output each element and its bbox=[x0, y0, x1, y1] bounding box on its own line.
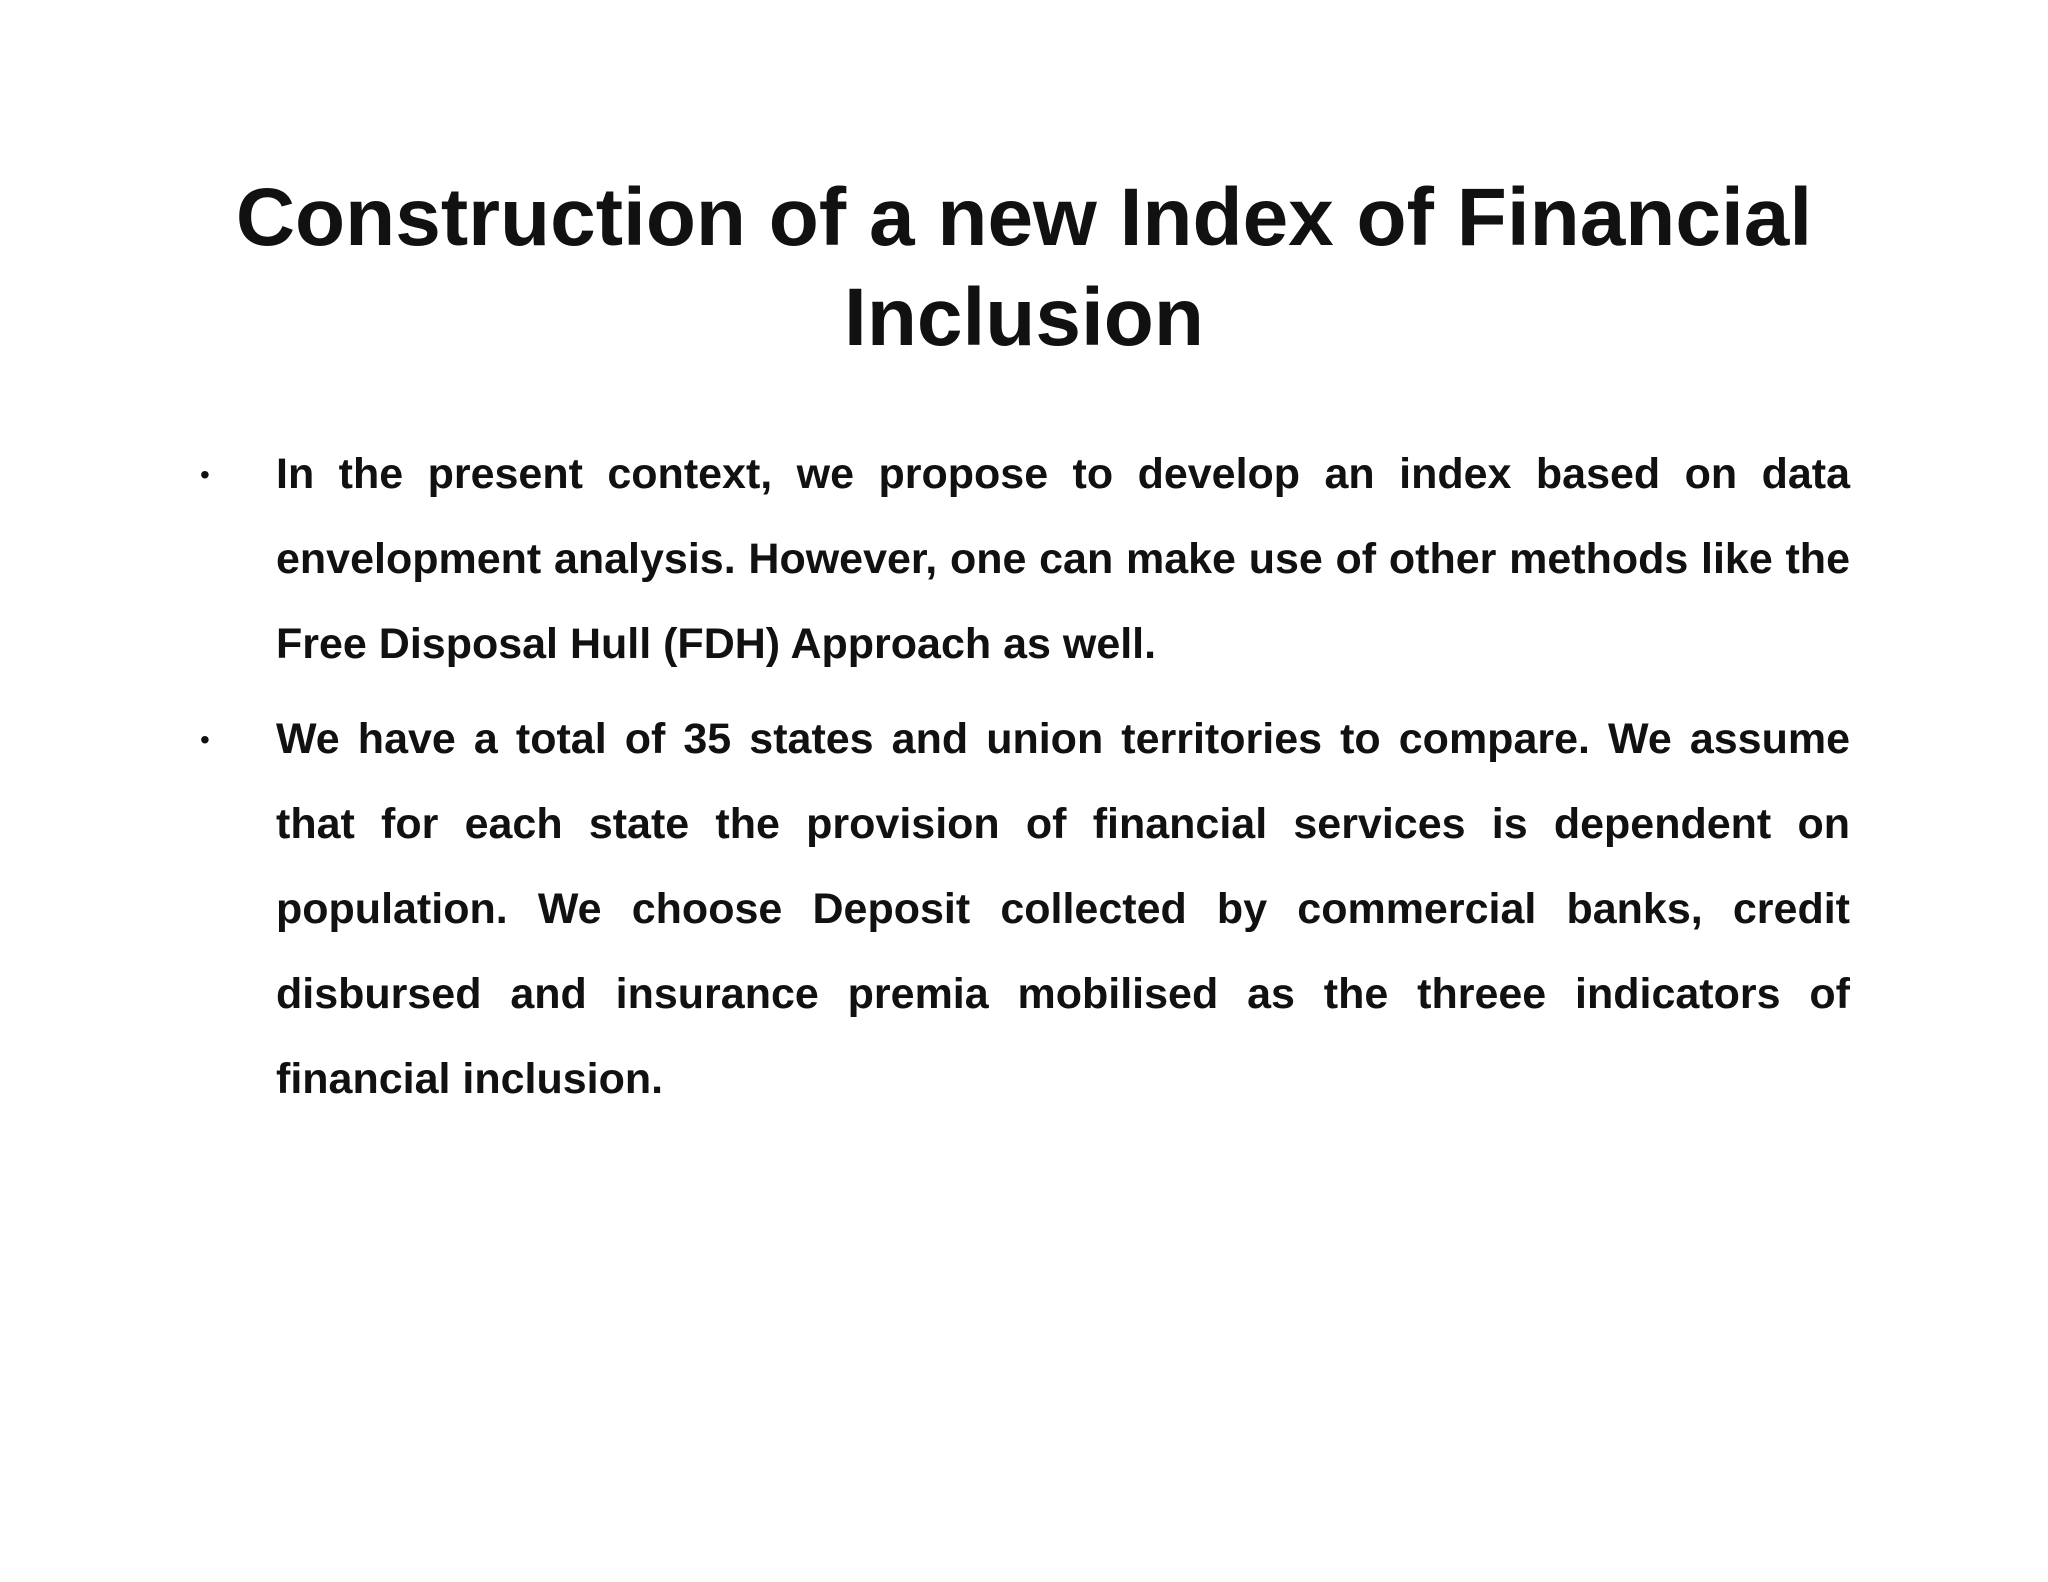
bullet-item bbox=[200, 432, 1850, 687]
bullet-text: We have a total of 35 states and union territories to compare. We assume that for each state the provision of financial services is dependent on population. We choose Deposit collected by commercial banks, credit disbursed and insurance premia mobilised as the threee indicators of financial inclusion. bbox=[276, 715, 1850, 1103]
slide-title: Construction of a new Index of Financial Inclusion bbox=[235, 172, 1813, 363]
bullet-marker: • bbox=[200, 724, 210, 755]
bullet-marker: • bbox=[200, 459, 210, 490]
bullet-list bbox=[200, 432, 1850, 1132]
bullet-item bbox=[200, 697, 1850, 1122]
bullet-text: In the present context, we propose to develop an index based on data envelopment analysis. However, one can make use of other methods like the Free Disposal Hull (FDH) Approach as well. bbox=[276, 450, 1850, 668]
